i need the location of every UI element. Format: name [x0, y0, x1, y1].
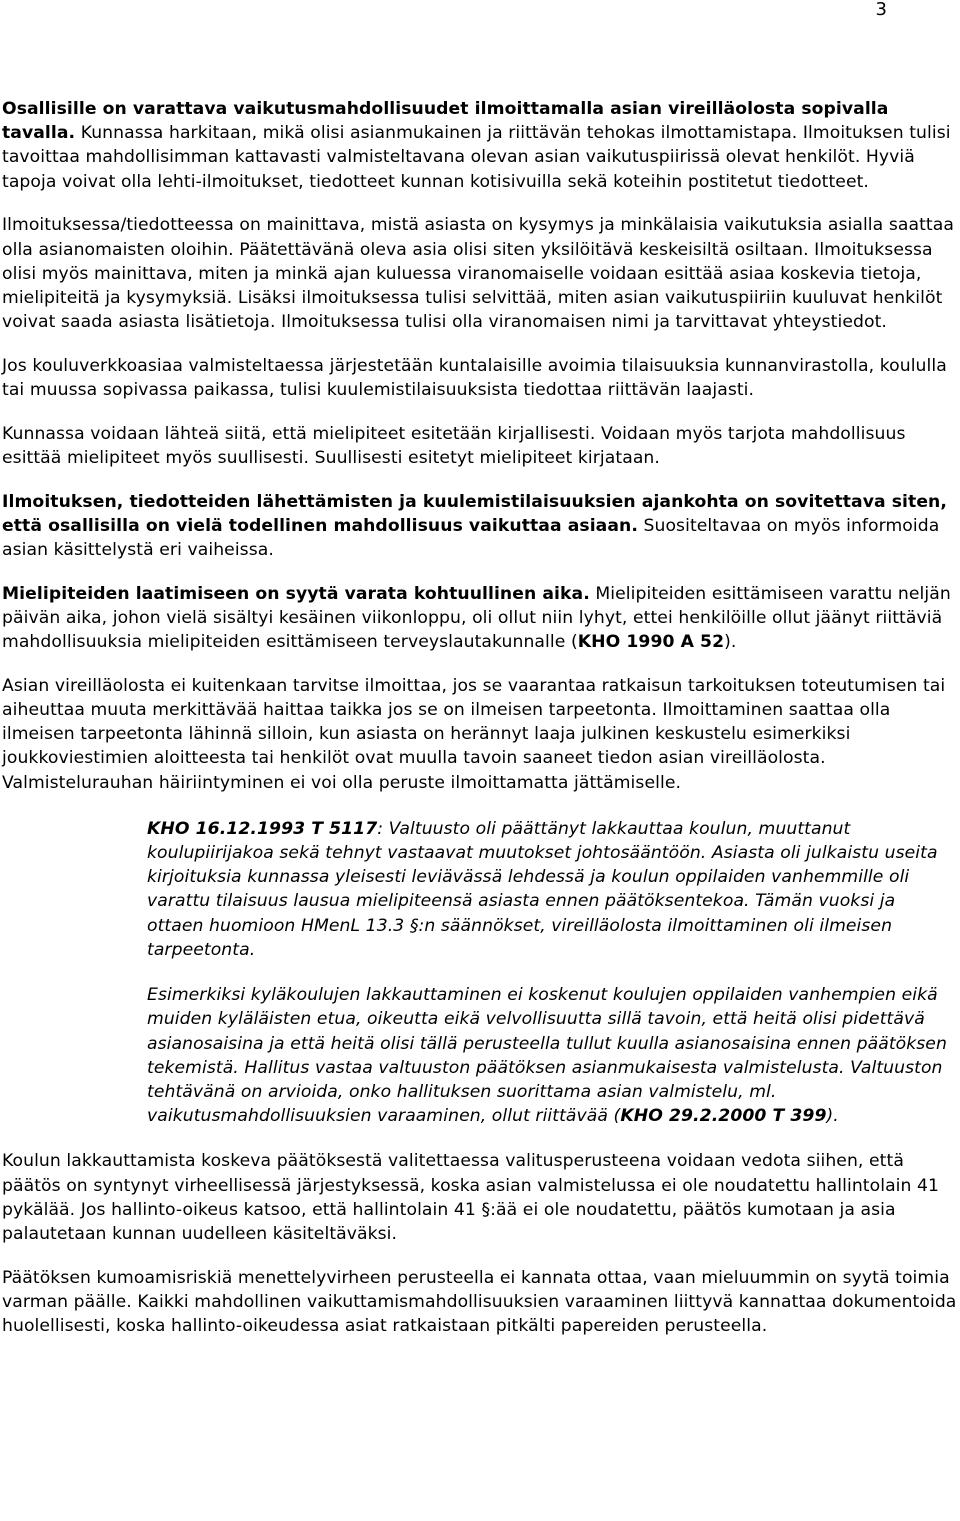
- paragraph-reasonable-time-bold: Mielipiteiden laatimiseen on syytä varata kohtuullinen aika.: [2, 583, 590, 604]
- paragraph-reasonable-time-tail: ).: [724, 632, 737, 653]
- paragraph-public-events: Jos kouluverkkoasiaa valmisteltaessa järjestetään kuntalaisille avoimia tilaisuuksia kunnanvirastolla, koululla tai muussa sopivassa paikassa, tulisi kuulemistilaisuuksista tiedottaa riittävän laajasti.: [2, 355, 947, 401]
- paragraph-risk: Päätöksen kumoamisriskiä menettelyvirheen perusteella ei kannata ottaa, vaan mieluummin on syytä toimia varman päälle. Kaikki mahdollinen vaikuttamismahdollisuuksien varaaminen liittyvä kannattaa dokumentoida huolellisesti, koska hallinto-oikeudessa asiat ratkaistaan pitkälti papereiden perusteella.: [2, 1267, 957, 1337]
- paragraph-appeal: Koulun lakkauttamista koskeva päätöksestä valitettaessa valitusperusteena voidaan vedota siihen, että päätös on syntynyt virheellisessä järjestyksessä, koska asian valmistelussa ei ole noudatettu hallintolain 41 pykälää. Jos hallinto-oikeus katsoo, että hallintolain 41 §:ää ei ole noudatettu, päätös kumotaan ja asia palautetaan kunnan uudelleen käsiteltäväksi.: [2, 1151, 940, 1244]
- case-reference-kho-1990: KHO 1990 A 52: [577, 632, 725, 653]
- paragraph-reasonable-time: [2, 582, 958, 655]
- paragraph-notification-text: Kunnassa harkitaan, mikä olisi asianmukainen ja riittävän tehokas ilmottamistapa. Ilmoituksen tulisi tavoittaa mahdollisimman kattavasti valmisteltavana olevan asian vaikutuspiirissä olevat henkilöt. Hyviä tapoja voivat olla lehti-ilmoitukset, tiedotteet kunnan kotisivuilla sekä koteihin postitetut tiedotteet.: [2, 123, 951, 192]
- paragraph-timing-bold: Ilmoituksen, tiedotteiden lähettämisten ja kuulemistilaisuuksien ajankohta on sovitettava siten, että osallisilla on vielä todellinen mahdollisuus vaikuttaa asiaan.: [2, 491, 947, 536]
- case-quote-kho-1993: [147, 817, 954, 962]
- paragraph-notification-bold: Osallisille on varattava vaikutusmahdollisuudet ilmoittamalla asian vireilläolosta sopivalla tavalla.: [2, 99, 889, 144]
- paragraph-written-opinions: Kunnassa voidaan lähteä siitä, että mielipiteet esitetään kirjallisesti. Voidaan myös tarjota mahdollisuus esittää mielipiteet myös suullisesti. Suullisesti esitetyt mielipiteet kirjataan.: [2, 423, 906, 468]
- paragraph-notice-content: Ilmoituksessa/tiedotteessa on mainittava, mistä asiasta on kysymys ja minkälaisia vaikutuksia asialla saattaa olla asianomaisten oloihin. Päätettävänä oleva asia olisi siten yksilöitävä keskeisiltä osiltaan. Ilmoituksessa olisi myös mainittava, miten ja minkä ajan kuluessa viranomaiselle voidaan esittää asiaa koskevia tietoja, mielipiteitä ja kysymyksiä. Lisäksi ilmoituksessa tulisi selvittää, miten asian vaikutuspiiriin kuuluvat henkilöt voivat saada asiasta lisätietoja. Ilmoituksessa tulisi olla viranomaisen nimi ja tarvittavat yhteystiedot.: [2, 215, 954, 333]
- paragraph-exceptions: Asian vireilläolosta ei kuitenkaan tarvitse ilmoittaa, jos se vaarantaa ratkaisun tarkoituksen toteutumisen tai aiheuttaa muuta merkittävää haittaa taikka jos se on ilmeisen tarpeetonta. Ilmoittaminen saattaa olla ilmeisen tarpeetonta lähinnä silloin, kun asiasta on herännyt laaja julkinen keskustelu esimerkiksi joukkoviestimien aloitteesta tai henkilöt ovat muulla tavoin saaneet tiedon asian vireilläolosta. Valmistelurauhan häiriintyminen ei voi olla peruste ilmoittamatta jättämiselle.: [2, 675, 946, 793]
- case-quote-kho-2000-tail: ).: [826, 1106, 839, 1127]
- page-number: 3: [875, 0, 887, 20]
- document-body: [2, 97, 958, 1338]
- paragraph-notification: [2, 97, 958, 194]
- paragraph-reasonable-time-text: Mielipiteiden esittämiseen varattu neljän päivän aika, johon vielä sisältyi kesäinen viikonloppu, oli ollut niin lyhyt, ettei henkilöille ollut jäänyt riittäviä mahdollisuuksia mielipiteiden esittämiseen terveyslautakunnalle (: [2, 583, 951, 653]
- paragraph-timing-text: Suositeltavaa on myös informoida asian käsittelystä eri vaiheissa.: [2, 515, 940, 561]
- case-reference-kho-1993: KHO 16.12.1993 T 5117: [147, 818, 378, 839]
- paragraph-timing: [2, 490, 958, 563]
- case-quote-kho-1993-text: : Valtuusto oli päättänyt lakkauttaa koulun, muuttanut koulupiirijakoa sekä tehnyt vastaavat muutokset johtosääntöön. Asiasta oli julkaistu useita kirjoituksia kunnassa yleisesti leviävässä lehdessä ja koulun oppilaiden vanhemmille oli varattu tilaisuus lausua mielipiteensä asiasta ennen päätöksentekoa. Tämän vuoksi ja ottaen huomioon HMenL 13.3 §:n säännökset, vireilläolosta ilmoittaminen oli ilmeisen tarpeetonta.: [147, 818, 938, 960]
- case-reference-kho-2000: KHO 29.2.2000 T 399: [620, 1106, 827, 1127]
- case-quote-kho-2000-text: Esimerkiksi kyläkoulujen lakkauttaminen ei koskenut koulujen oppilaiden vanhempien eikä muiden kyläläisten etua, oikeutta eikä velvollisuutta sillä tavoin, että heitä olisi pidettävä asianosaisina ja että heitä olisi tällä perusteella tullut kuulla asianosaisina ennen päätöksen tekemistä. Hallitus vastaa valtuuston päätöksen asianmukaisesta valmistelusta. Valtuuston tehtävänä on arvioida, onko hallituksen suorittama asian valmistelu, ml. vaikutusmahdollisuuksien varaaminen, ollut riittävää (: [147, 985, 947, 1127]
- case-quote-kho-2000: [147, 983, 954, 1128]
